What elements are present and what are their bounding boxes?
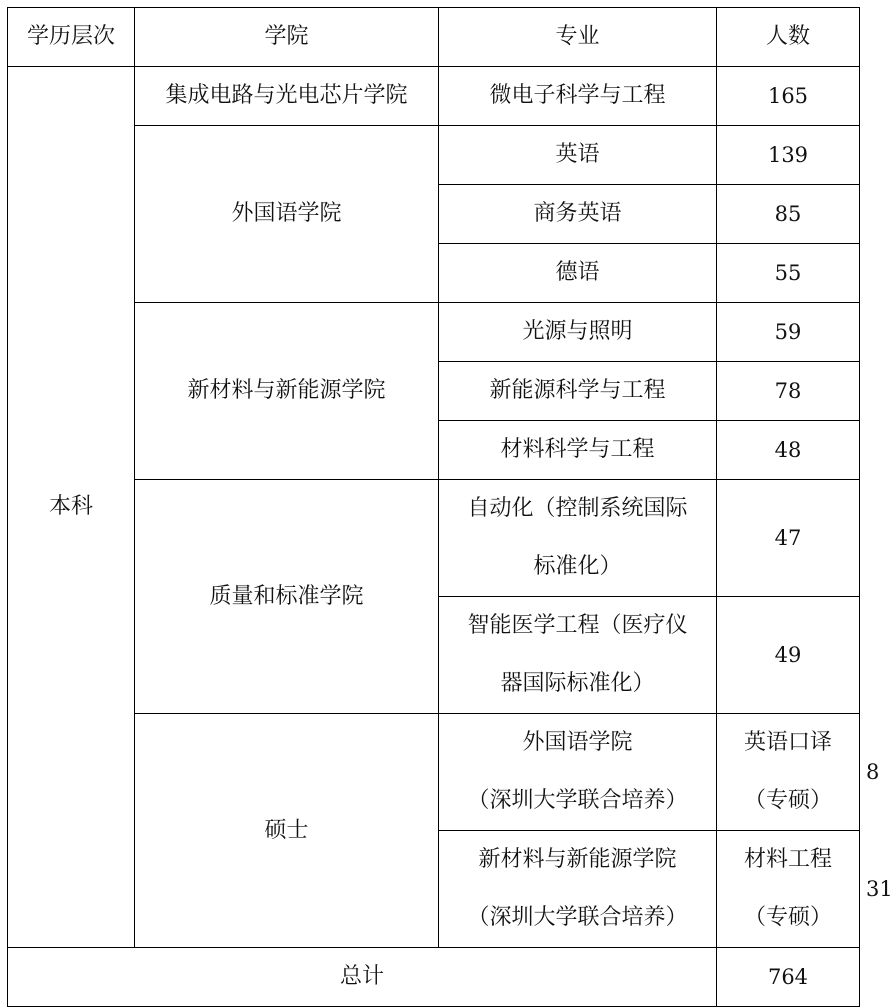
table-row: 新材料与新能源学院 （深圳大学联合培养） 材料工程（专硕） 31 <box>8 831 860 948</box>
header-level: 学历层次 <box>8 8 135 67</box>
level-undergrad: 本科 <box>8 67 135 948</box>
college-line-1: 外国语学院 <box>522 730 633 755</box>
major-cell <box>439 597 717 714</box>
college-quality: 质量和标准学院 <box>135 480 439 714</box>
count-cell: 165 <box>717 67 860 126</box>
major-cell: 新能源科学与工程 <box>439 362 717 421</box>
college-ic: 集成电路与光电芯片学院 <box>135 67 439 126</box>
header-college: 学院 <box>135 8 439 67</box>
enrollment-table <box>7 7 893 1007</box>
major-line-1: 自动化（控制系统国际 <box>467 496 688 521</box>
college-line-2: （深圳大学联合培养） <box>467 788 688 813</box>
major-cell: 光源与照明 <box>439 303 717 362</box>
header-count: 人数 <box>717 8 860 67</box>
college-materials: 新材料与新能源学院 <box>135 303 439 480</box>
major-cell: 材料工程（专硕） <box>717 831 860 948</box>
major-line-1: 智能医学工程（医疗仪 <box>467 613 688 638</box>
major-line-2: 器国际标准化） <box>500 671 655 696</box>
count-cell: 139 <box>717 126 860 185</box>
count-cell: 59 <box>717 303 860 362</box>
header-row <box>8 8 860 67</box>
major-cell: 英语口译（专硕） <box>717 714 860 831</box>
major-cell: 英语 <box>439 126 717 185</box>
table-row <box>8 303 860 362</box>
major-line-2: 标准化） <box>533 554 622 579</box>
table-row <box>8 126 860 185</box>
count-cell: 55 <box>717 244 860 303</box>
count-cell: 48 <box>717 421 860 480</box>
major-cell: 德语 <box>439 244 717 303</box>
college-foreign-joint <box>439 714 717 831</box>
major-cell: 商务英语 <box>439 185 717 244</box>
count-cell: 85 <box>717 185 860 244</box>
major-cell: 微电子科学与工程 <box>439 67 717 126</box>
college-line-1: 新材料与新能源学院 <box>478 847 677 872</box>
college-materials-joint <box>439 831 717 948</box>
college-line-2: （深圳大学联合培养） <box>467 905 688 930</box>
college-foreign: 外国语学院 <box>135 126 439 303</box>
table-row <box>8 480 860 597</box>
major-cell <box>439 480 717 597</box>
total-label: 总计 <box>8 948 717 1007</box>
table-row: 硕士 外国语学院 （深圳大学联合培养） 英语口译（专硕） 8 <box>8 714 860 831</box>
table-row <box>8 67 860 126</box>
major-cell: 材料科学与工程 <box>439 421 717 480</box>
level-master: 硕士 <box>135 714 439 948</box>
header-major: 专业 <box>439 8 717 67</box>
total-row <box>8 948 860 1007</box>
count-cell: 78 <box>717 362 860 421</box>
total-count: 764 <box>717 948 860 1007</box>
count-cell: 49 <box>717 597 860 714</box>
count-cell: 47 <box>717 480 860 597</box>
